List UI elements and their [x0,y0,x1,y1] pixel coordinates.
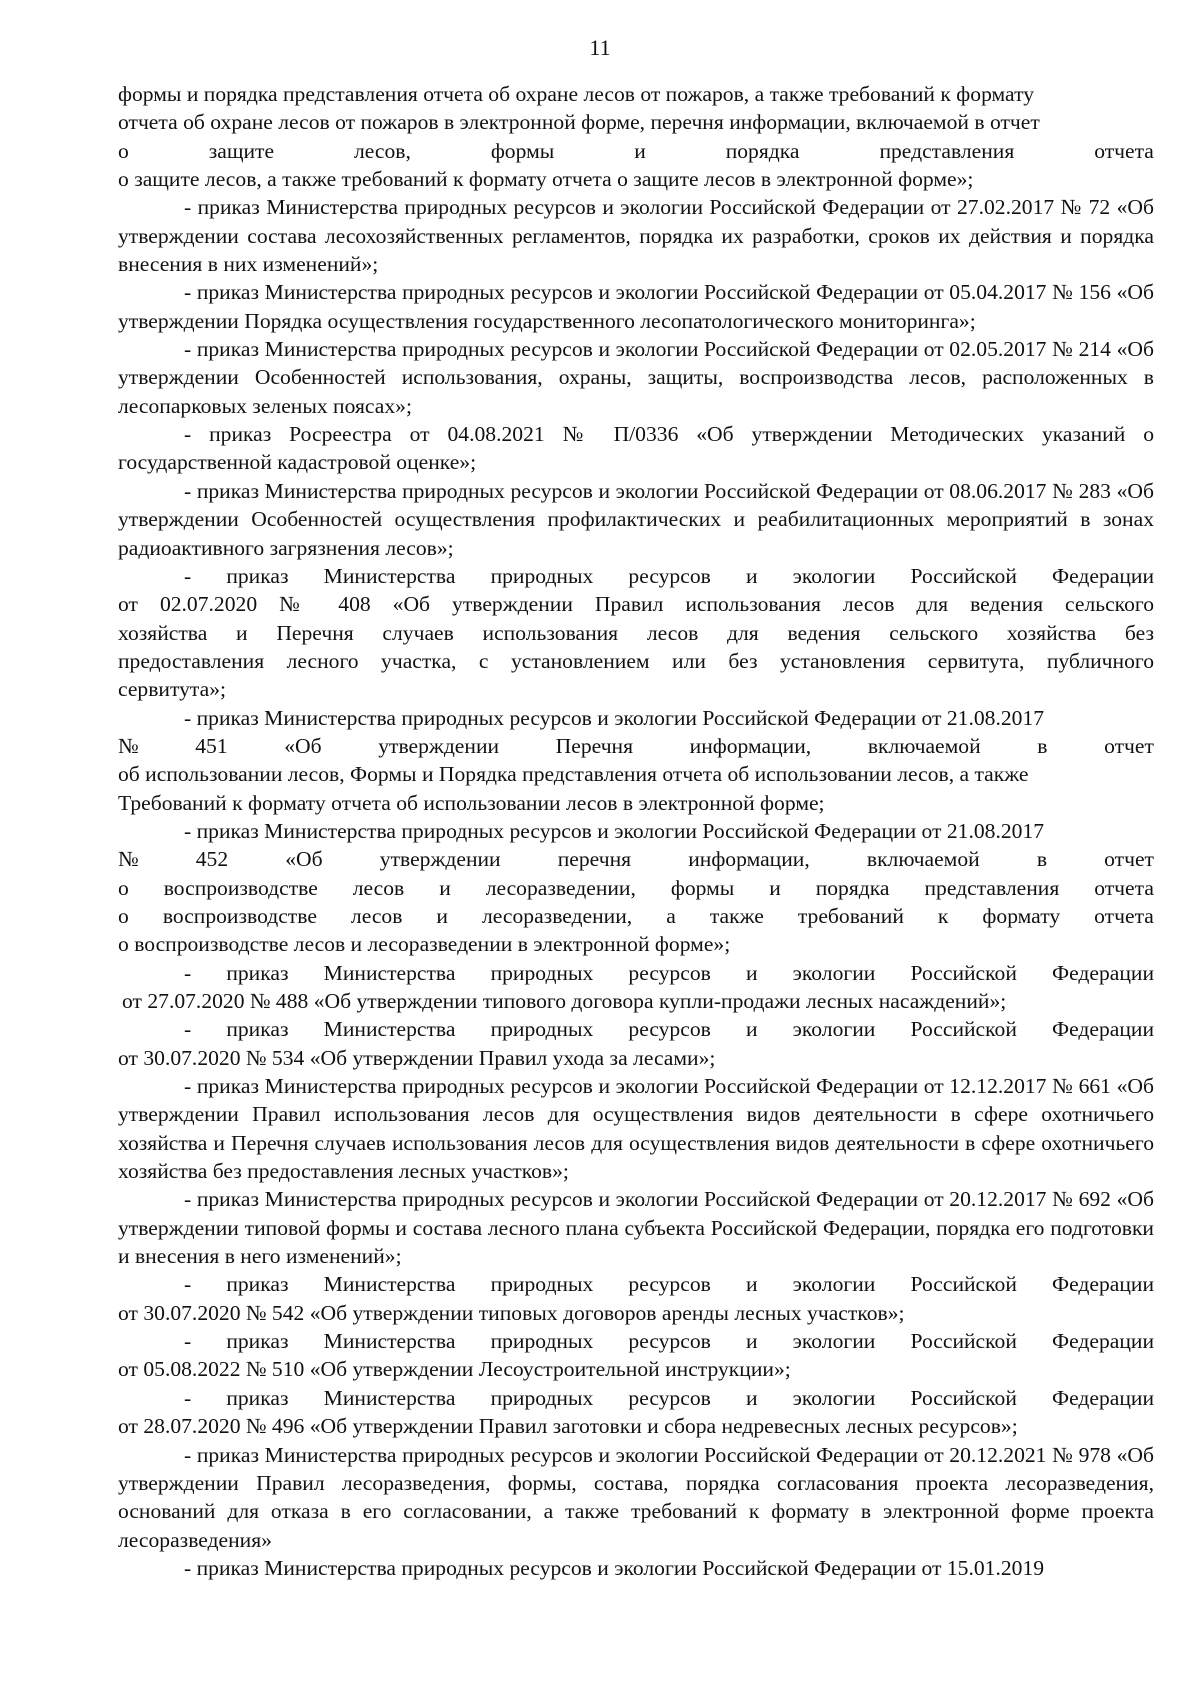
word: Перечня [555,733,634,758]
word: «Об [284,733,322,758]
text-line [118,137,1154,165]
word: требований [797,903,904,928]
word: о [118,903,129,928]
word: - [184,563,192,588]
word: Российской [910,1329,1017,1354]
word: в [1037,733,1048,758]
word: экологии [792,960,876,985]
word: и [745,1272,758,1297]
word: приказ [226,1272,289,1297]
word: Российской [910,1017,1017,1042]
word: природных [490,1385,594,1410]
paragraph [118,1015,1154,1072]
text-line: от 30.07.2020 № 534 «Об утверждении Правил ухода за лесами»; [118,1045,716,1070]
word: Российской [910,563,1017,588]
word: № [118,847,139,872]
text-line: о воспроизводстве лесов и лесоразведении в электронной форме»; [118,932,731,957]
paragraph: - приказ Министерства природных ресурсов и экологии Российской Федерации от 05.04.2017 № 156 «Об утверждении Порядка осуществления государственного лесопатологического мониторинга»; [118,280,1154,333]
document-body [118,80,1154,1582]
word: лесов [352,875,405,900]
paragraph [118,1384,1154,1441]
page-number: 11 [589,35,611,60]
word: Федерации [1052,1017,1154,1042]
word: и [436,903,448,928]
text-line [118,562,1154,590]
word: а [666,903,676,928]
word: отчет [1104,733,1154,758]
word: Федерации [1052,960,1154,985]
word: о [118,138,129,163]
word: ресурсов [628,563,711,588]
paragraph: - приказ Министерства природных ресурсов и экологии Российской Федерации от 08.06.2017 № 283 «Об утверждении Особенностей осуществления профилактических и реабилитационных мероприятий в зонах радиоактивного загрязнения лесов»; [118,478,1154,560]
word: ресурсов [628,1385,711,1410]
word: формы [670,875,735,900]
word: ресурсов [628,1272,711,1297]
word: Министерства [323,1329,456,1354]
text-line [118,1327,1154,1355]
paragraph [118,1270,1154,1327]
text-line: сервитута»; [118,677,227,702]
word: порядка [815,875,890,900]
word: ресурсов [628,1329,711,1354]
word: порядка [725,138,800,163]
paragraph: - приказ Министерства природных ресурсов и экологии Российской Федерации от 27.02.2017 № 72 «Об утверждении состава лесохозяйственных регламентов, порядка их разработки, сроков их действия и порядка внесения в них изменений»; [118,195,1154,277]
word: информации, [688,847,810,872]
word: и [745,960,758,985]
word: Российской [910,1385,1017,1410]
text-line [118,1384,1154,1412]
word: - [184,960,192,985]
paragraph: - приказ Росреестра от 04.08.2021 № П/0336 «Об утверждении Методических указаний о государственной кадастровой оценке»; [118,422,1154,475]
word: природных [490,960,594,985]
word: экологии [792,1272,876,1297]
word: экологии [792,1329,876,1354]
text-line: формы и порядка представления отчета об охране лесов от пожаров, а также требований к формату [118,82,1035,106]
word: воспроизводстве [162,903,317,928]
word: Российской [910,960,1017,985]
paragraph [118,704,1154,817]
word: природных [490,1017,594,1042]
word: формы [490,138,555,163]
word: информации, [689,733,812,758]
word: Федерации [1052,563,1154,588]
word: - [184,1017,192,1042]
word: воспроизводстве [163,875,318,900]
word: приказ [226,563,289,588]
word: к [937,903,949,928]
word: отчета [1094,903,1154,928]
text-line: от 05.08.2022 № 510 «Об утверждении Лесоустроительной инструкции»; [118,1357,791,1382]
word: 451 [195,733,228,758]
word: и [745,1385,758,1410]
word: лесов, [354,138,411,163]
word: природных [490,563,594,588]
word: Федерации [1052,1272,1154,1297]
word: Министерства [323,1017,456,1042]
word: приказ [226,1017,289,1042]
text-line [118,902,1154,930]
text-line: от 27.07.2020 № 488 «Об утверждении типового договора купли-продажи лесных насаждений»; [122,989,1007,1013]
word: Министерства [323,1385,456,1410]
text-line: от 28.07.2020 № 496 «Об утверждении Правил заготовки и сбора недревесных лесных ресурсов»; [118,1414,1018,1439]
word: и [745,1329,758,1354]
text-line [118,874,1154,902]
word: - [184,1329,192,1354]
word: защите [208,138,275,163]
word: о [118,875,129,900]
word: - [184,1385,192,1410]
word: экологии [792,1017,876,1042]
word: природных [490,1329,594,1354]
paragraph: - приказ Министерства природных ресурсов и экологии Российской Федерации от 12.12.2017 № 661 «Об утверждении Правил использования лесов для осуществления видов деятельности в сфере охотничьего хозяйства и Перечня случаев использования лесов для осуществления видов деятельности в сфере охотничьего хозяйства без предоставления лесных участков»; [118,1074,1154,1184]
word: и [745,563,758,588]
word: - [184,1272,192,1297]
word: 452 [195,847,229,872]
text-line: об использовании лесов, Формы и Порядка представления отчета об использовании лесов, а также [118,762,1029,787]
word: Министерства [323,960,456,985]
word: № [118,733,139,758]
text-line [118,845,1154,873]
text-line: отчета об охране лесов от пожаров в электронной форме, перечня информации, включаемой в отчет [118,110,1040,135]
paragraph: - приказ Министерства природных ресурсов и экологии Российской Федерации от 20.12.2021 № 978 «Об утверждении Правил лесоразведения, формы, состава, порядка согласования проекта лесоразведения, оснований для отказа в его согласовании, а также требований к формату в электронной форме проекта лесоразведения» [118,1442,1154,1552]
word: отчета [1094,138,1154,163]
word: лесов [350,903,403,928]
word: отчет [1104,847,1154,872]
word: лесоразведении, [485,875,636,900]
word: отчета [1094,875,1154,900]
text-line [118,1015,1154,1043]
text-line [118,1270,1154,1298]
word: ресурсов [628,960,711,985]
word: и [439,875,451,900]
word: лесоразведении, [482,903,633,928]
word: и [745,1017,758,1042]
word: «Об [285,847,323,872]
word: и [634,138,646,163]
paragraph [118,80,1154,193]
word: и [769,875,781,900]
paragraph [118,1327,1154,1384]
paragraph [118,959,1154,1016]
word: Министерства [323,563,456,588]
word: Федерации [1052,1385,1154,1410]
word: ресурсов [628,1017,711,1042]
paragraph [118,817,1154,959]
word: формату [982,903,1061,928]
word: приказ [226,1329,289,1354]
word: включаемой [867,733,981,758]
word: природных [490,1272,594,1297]
text-line: от 30.07.2020 № 542 «Об утверждении типовых договоров аренды лесных участков»; [118,1300,905,1325]
text-line [118,959,1154,987]
word: утверждении [379,847,501,872]
word: приказ [226,960,289,985]
text-line: - приказ Министерства природных ресурсов и экологии Российской Федерации от 21.08.2017 [184,705,1045,730]
word: Министерства [323,1272,456,1297]
text-line: предоставления лесного участка, с установлением или без установления сервитута, публичного [118,648,1154,673]
word: экологии [792,563,876,588]
word: утверждении [378,733,500,758]
word: экологии [792,1385,876,1410]
word: представления [879,138,1015,163]
text-line: о защите лесов, а также требований к формату отчета о защите лесов в электронной форме»; [118,167,974,192]
word: Российской [910,1272,1017,1297]
paragraph [118,562,1154,704]
word: Федерации [1052,1329,1154,1354]
text-line [118,732,1154,760]
paragraph: - приказ Министерства природных ресурсов и экологии Российской Федерации от 15.01.2019 [184,1555,1045,1580]
word: также [709,903,764,928]
text-line: Требований к формату отчета об использовании лесов в электронной форме; [118,790,825,815]
paragraph: - приказ Министерства природных ресурсов и экологии Российской Федерации от 20.12.2017 № 692 «Об утверждении типовой формы и состава лесного плана субъекта Российской Федерации, порядка его подготовки и внесения в него изменений»; [118,1187,1154,1269]
word: включаемой [866,847,980,872]
word: приказ [226,1385,289,1410]
text-line: - приказ Министерства природных ресурсов и экологии Российской Федерации от 21.08.2017 [184,818,1045,843]
word: представления [924,875,1060,900]
word: перечня [557,847,632,872]
word: в [1036,847,1048,872]
paragraph: - приказ Министерства природных ресурсов и экологии Российской Федерации от 02.05.2017 № 214 «Об утверждении Особенностей использования, охраны, защиты, воспроизводства лесов, расположенных в лесопарковых зеленых поясах»; [118,337,1154,418]
text-line: хозяйства и Перечня случаев использования лесов для ведения сельского хозяйства без [118,620,1154,645]
text-line: от 02.07.2020 № 408 «Об утверждении Правил использования лесов для ведения сельского [118,592,1154,617]
